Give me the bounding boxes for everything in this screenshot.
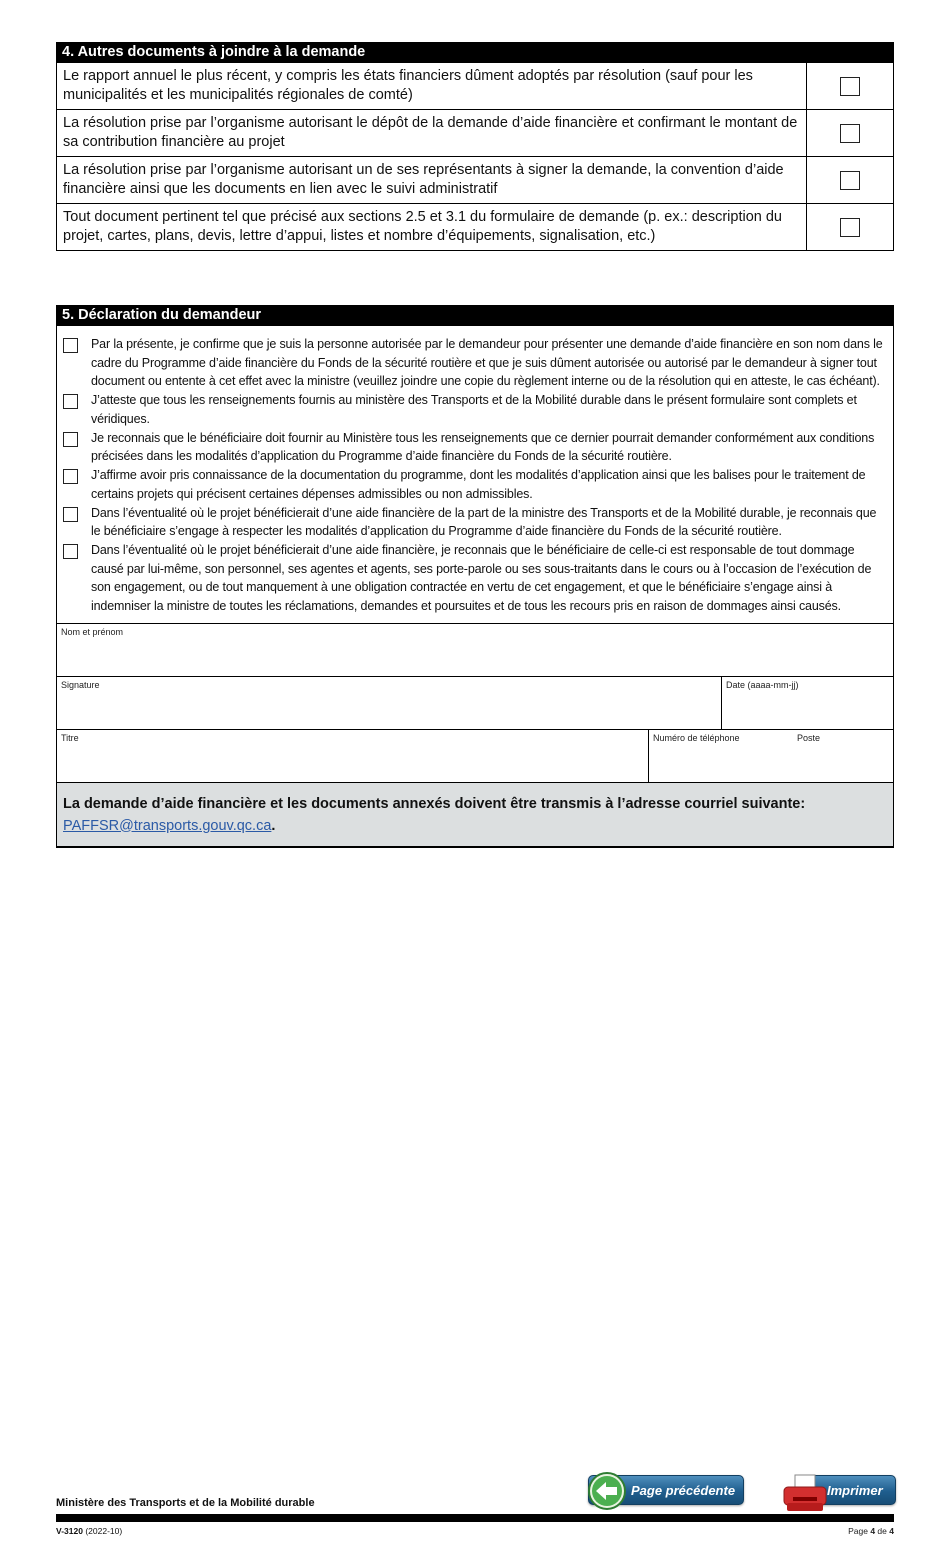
signature-label: Signature bbox=[61, 679, 100, 690]
date-label: Date (aaaa-mm-jj) bbox=[726, 679, 799, 690]
declaration-item bbox=[57, 466, 893, 503]
title-input[interactable] bbox=[60, 748, 645, 778]
notice-text: La demande d’aide financière et les documents annexés doivent être transmis à l’adresse courriel suivante: bbox=[63, 795, 806, 812]
document-row bbox=[57, 63, 893, 109]
document-label: Tout document pertinent tel que précisé aux sections 2.5 et 3.1 du formulaire de demande (p. ex.: description du projet, cartes, plans, devis, lettre d’appui, listes et nombre d’équipements, signalisation, etc.) bbox=[57, 204, 807, 250]
declaration-text: J’affirme avoir pris connaissance de la documentation du programme, dont les modalités d’application ainsi que les balises pour le traitement de certains projets qui précisent certaines dépenses admissibles ou non admissibles. bbox=[91, 468, 866, 501]
document-checkbox[interactable] bbox=[840, 218, 860, 237]
email-link[interactable]: PAFFSR@transports.gouv.qc.ca bbox=[63, 817, 272, 834]
document-label: La résolution prise par l’organisme autorisant le dépôt de la demande d’aide financière et confirmant le montant de sa contribution financière au projet bbox=[57, 110, 807, 156]
title-row bbox=[57, 729, 893, 782]
name-input[interactable] bbox=[60, 642, 890, 672]
declaration-checkbox[interactable] bbox=[63, 338, 78, 353]
print-button[interactable] bbox=[796, 1475, 896, 1505]
page-indicator bbox=[848, 1526, 894, 1536]
previous-page-label: Page précédente bbox=[631, 1482, 736, 1498]
phone-label: Numéro de téléphone bbox=[653, 732, 740, 743]
document-label: La résolution prise par l’organisme autorisant un de ses représentants à signer la demande, la convention d’aide financière ainsi que les documents en lien avec le suivi administratif bbox=[57, 157, 807, 203]
document-row bbox=[57, 156, 893, 203]
signature-input[interactable] bbox=[60, 695, 718, 725]
phone-input[interactable] bbox=[652, 748, 890, 778]
document-checkbox[interactable] bbox=[840, 171, 860, 190]
title-label: Titre bbox=[61, 732, 79, 743]
date-field bbox=[722, 677, 893, 729]
signature-field bbox=[57, 677, 722, 729]
declaration-checkbox[interactable] bbox=[63, 469, 78, 484]
document-row bbox=[57, 109, 893, 156]
date-input[interactable] bbox=[725, 695, 890, 725]
document-checkbox[interactable] bbox=[840, 124, 860, 143]
signature-row bbox=[57, 676, 893, 729]
title-field bbox=[57, 730, 649, 782]
page-total: 4 bbox=[889, 1526, 894, 1536]
ministry-name: Ministère des Transports et de la Mobilité durable bbox=[56, 1497, 315, 1509]
documents-table bbox=[56, 63, 894, 251]
section-4-title: 4. Autres documents à joindre à la demande bbox=[56, 42, 894, 63]
declaration-text: J’atteste que tous les renseignements fournis au ministère des Transports et de la Mobilité durable dans le présent formulaire sont complets et véridiques. bbox=[91, 393, 857, 426]
extension-label: Poste bbox=[797, 732, 821, 743]
declaration-text: Par la présente, je confirme que je suis la personne autorisée par le demandeur pour présenter une demande d’aide financière en son nom dans le cadre du Programme d’aide financière du Fonds de la sécurité routière et que je suis dûment autorisée ou autorisé par le demandeur à signer tout document ou entente à cet effet avec la ministre (veuillez joindre une copie du règlement interne ou de la résolution qui en atteste, le cas échéant). bbox=[91, 337, 883, 388]
document-checkbox[interactable] bbox=[840, 77, 860, 96]
section-4 bbox=[56, 42, 894, 251]
declaration-text: Dans l’éventualité où le projet bénéficierait d’une aide financière, je reconnais que le bénéficiaire de celle-ci est responsable de tout dommage causé par lui-même, son personnel, ses agentes et agents, ses porte-parole ou ses sous-traitants dans le cours ou à l’occasion de l’exécution de son engagement, ou de tout manquement à une obligation contractée en vertu de cet engagement, et que le bénéficiaire s’engage ainsi à indemniser la ministre de toutes les réclamations, demandes et poursuites et de tous les recours pris en raison de dommages ainsi causés. bbox=[91, 543, 872, 613]
print-label: Imprimer bbox=[827, 1482, 883, 1498]
declaration-text: Je reconnais que le bénéficiaire doit fournir au Ministère tous les renseignements que ce dernier pourrait demander conformément aux conditions précisées dans les modalités d’application du Programme d’aide financière du Fonds de la sécurité routière. bbox=[91, 430, 875, 463]
page-separator: de bbox=[877, 1526, 887, 1536]
declaration-item bbox=[57, 504, 893, 541]
section-5-title: 5. Déclaration du demandeur bbox=[56, 305, 894, 326]
declaration-checkbox[interactable] bbox=[63, 394, 78, 409]
form-version-date: (2022-10) bbox=[85, 1526, 123, 1536]
submission-notice bbox=[57, 782, 893, 848]
phone-field bbox=[649, 730, 893, 782]
form-code bbox=[56, 1526, 122, 1536]
declaration-checkbox[interactable] bbox=[63, 507, 78, 522]
previous-page-button[interactable] bbox=[588, 1475, 744, 1505]
document-row bbox=[57, 203, 893, 250]
declaration-item bbox=[57, 541, 893, 615]
declaration-item bbox=[57, 335, 893, 391]
back-arrow-icon bbox=[587, 1471, 627, 1511]
name-label: Nom et prénom bbox=[61, 626, 124, 637]
document-label: Le rapport annuel le plus récent, y compris les états financiers dûment adoptés par résolution (sauf pour les municipalités et les municipalités régionales de comté) bbox=[57, 63, 807, 109]
declaration-list bbox=[57, 326, 893, 623]
name-row bbox=[57, 623, 893, 676]
declaration-checkbox[interactable] bbox=[63, 544, 78, 559]
printer-icon bbox=[781, 1473, 831, 1515]
notice-period: . bbox=[271, 817, 276, 834]
declaration-item bbox=[57, 429, 893, 466]
declaration-item bbox=[57, 391, 893, 428]
form-number: V-3120 bbox=[56, 1526, 83, 1536]
page-prefix: Page bbox=[848, 1526, 868, 1536]
section-5 bbox=[56, 305, 894, 848]
page-current: 4 bbox=[870, 1526, 876, 1536]
declaration-checkbox[interactable] bbox=[63, 432, 78, 447]
name-field bbox=[57, 624, 893, 676]
footer-divider bbox=[56, 1514, 894, 1522]
declaration-text: Dans l’éventualité où le projet bénéficierait d’une aide financière de la part de la ministre des Transports et de la Mobilité durable, je reconnais que le bénéficiaire s’engage à respecter les modalités d’application du Programme d’aide financière du Fonds de la sécurité routière. bbox=[91, 505, 877, 538]
